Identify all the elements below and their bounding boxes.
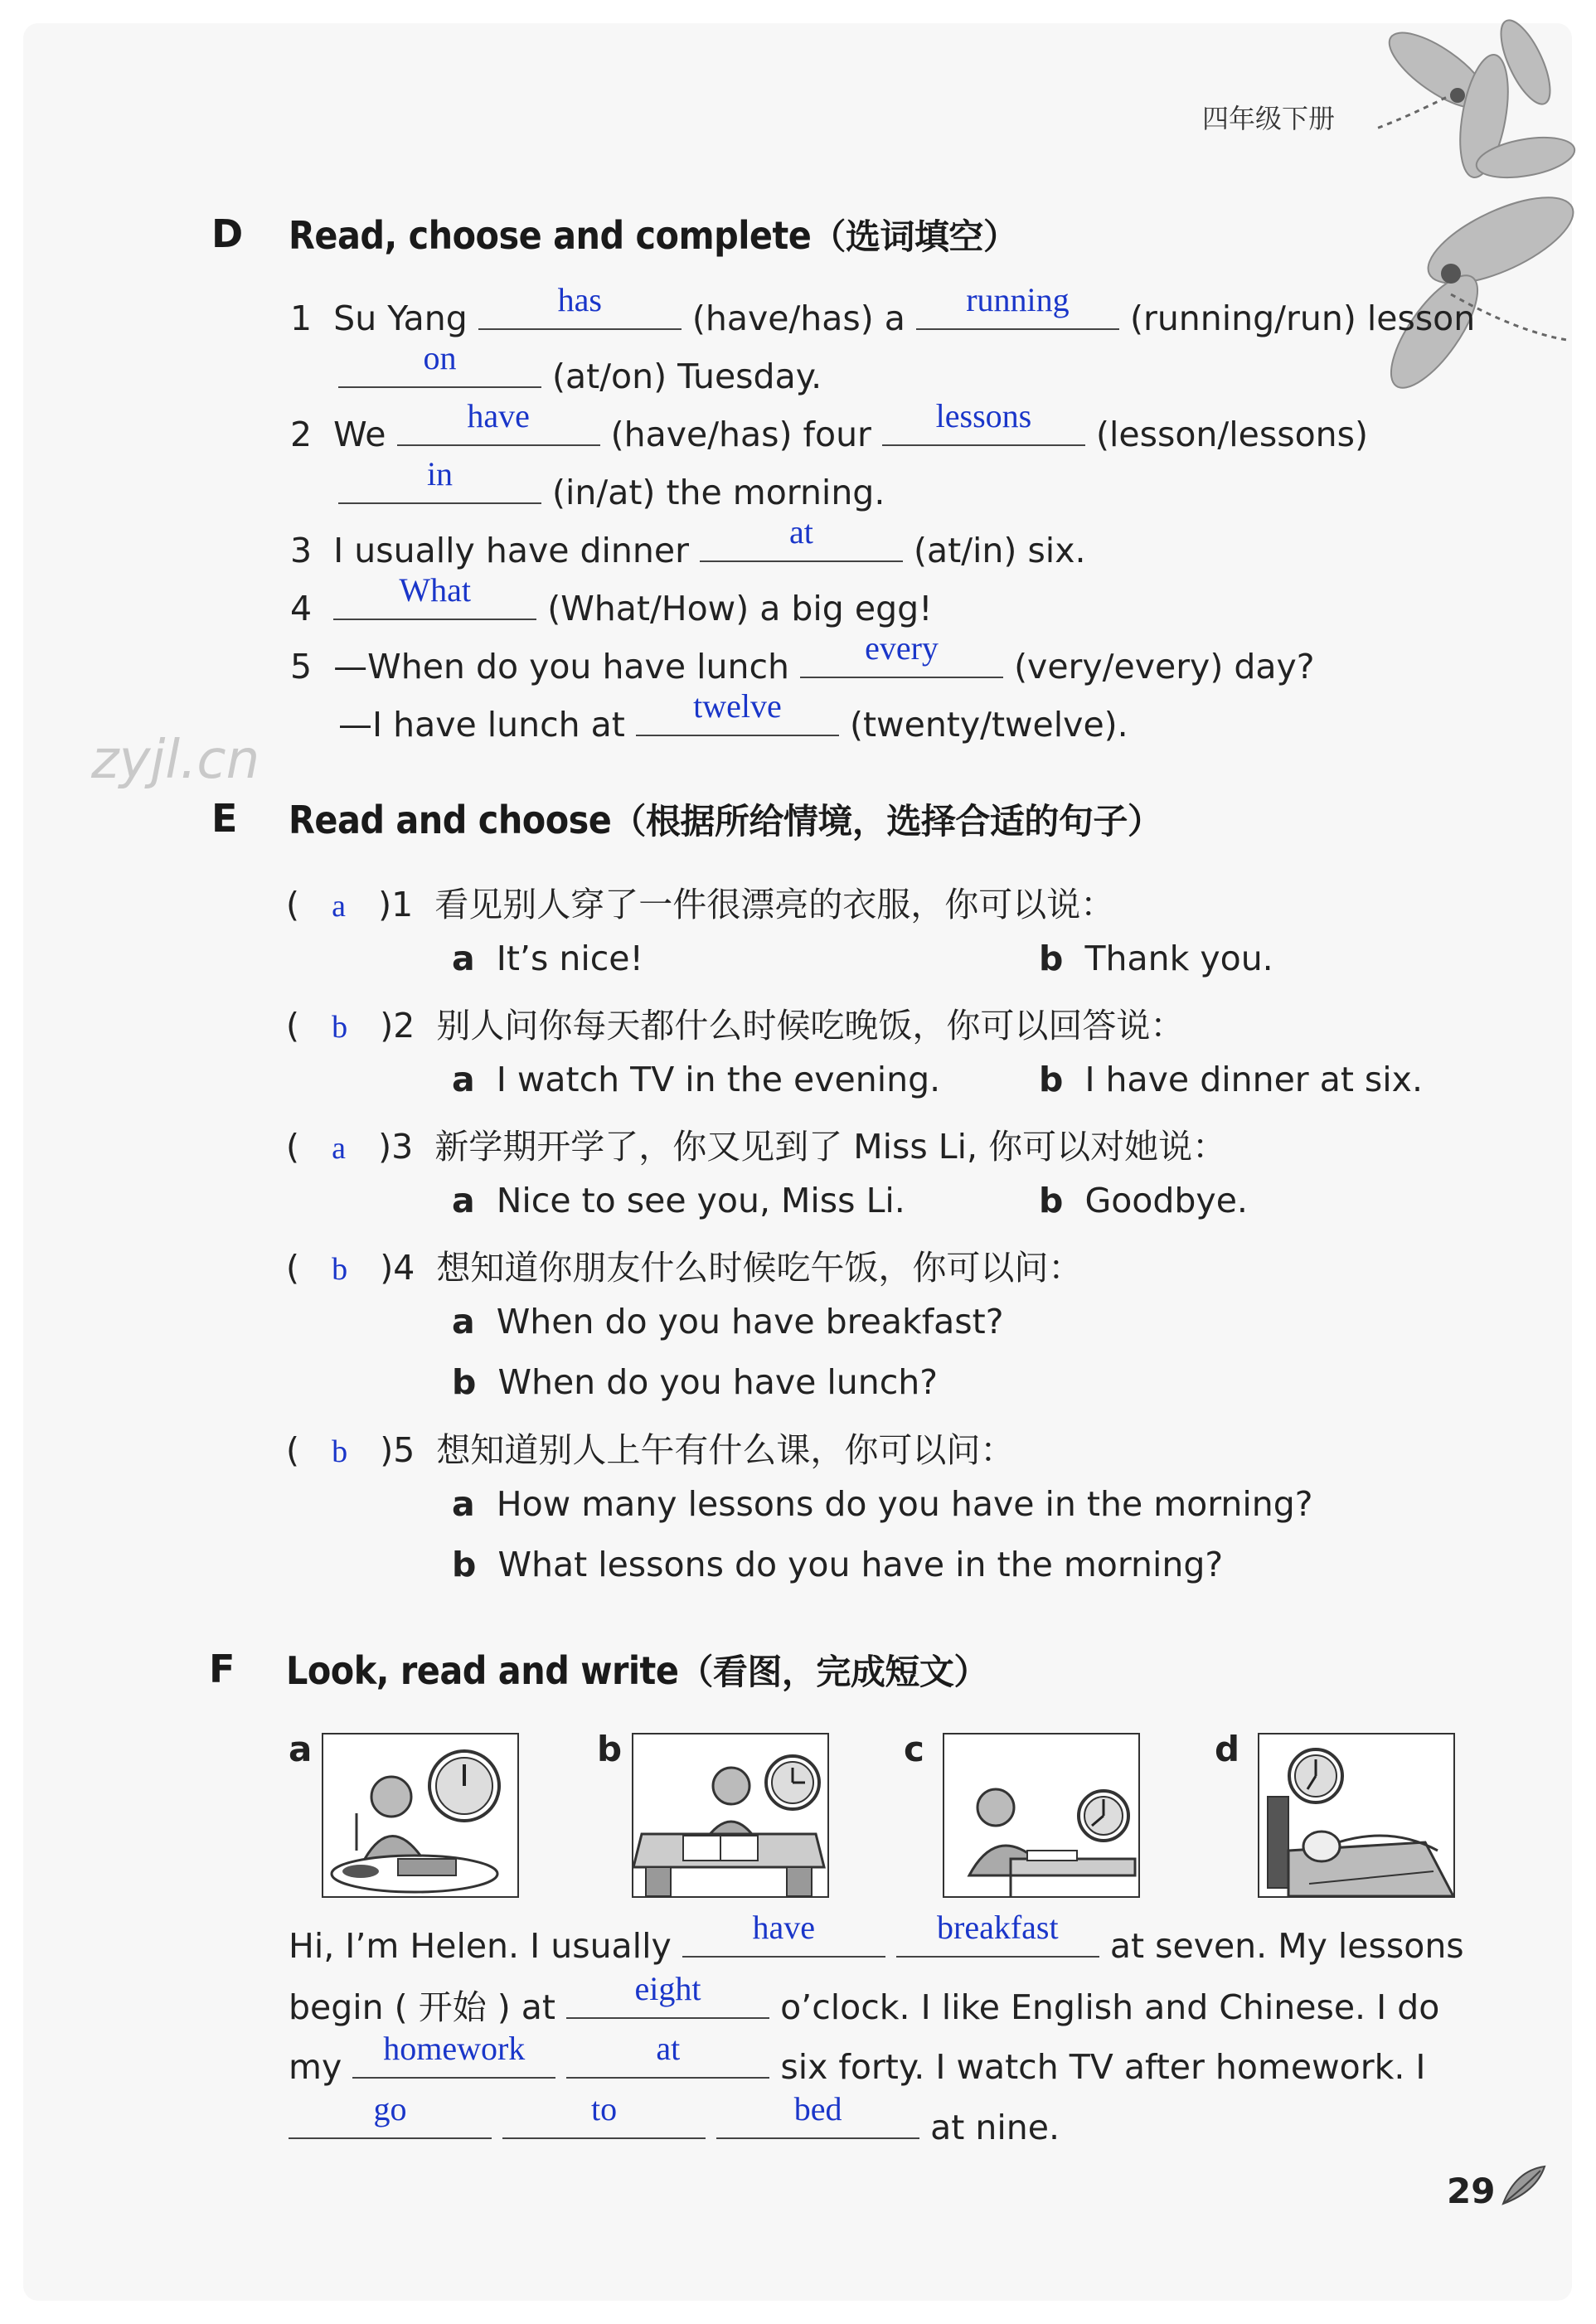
d-item-5-text-4: (twenty/twelve). [849, 705, 1128, 745]
d-item-1-num: 1 [290, 298, 313, 338]
d-item-4-text: (What/How) a big egg! [547, 589, 933, 628]
e-item-5-text: 想知道别人上午有什么课，你可以问： [436, 1430, 1015, 1470]
e-item-3-option-b [1039, 1181, 1248, 1220]
d-item-5-line2 [338, 687, 1128, 745]
f-answer-breakfast: breakfast [937, 1909, 1059, 1946]
bedtime-illustration [1259, 1735, 1453, 1896]
f-line2-text-2: o’clock. I like English and Chinese. I do [780, 1987, 1440, 2027]
f-passage-line-1 [289, 1909, 1464, 1966]
e-item-3-question: ( a )3 新学期开学了，你又见到了 Miss Li, 你可以对她说： [286, 1127, 1227, 1167]
d-item-3-answer: at [789, 513, 813, 551]
f-blank-breakfast[interactable] [896, 1909, 1099, 1958]
e-item-4-option-b-text: When do you have lunch? [497, 1362, 938, 1402]
leaf-icon [1499, 2162, 1549, 2212]
d-item-5-num: 5 [290, 647, 313, 687]
e-item-3-text: 新学期开学了，你又见到了 Miss Li, 你可以对她说： [434, 1127, 1227, 1167]
section-f-title-cn: （看图，完成短文） [678, 1652, 988, 1692]
e-item-1-option-b-text: Thank you. [1084, 939, 1273, 978]
option-letter-a: a [452, 1484, 475, 1524]
e-item-2-answer: b [332, 1010, 348, 1045]
section-f-letter: F [209, 1647, 235, 1691]
section-d-letter: D [211, 211, 244, 256]
option-letter-b: b [452, 1362, 477, 1402]
option-letter-b: b [1039, 1060, 1064, 1099]
e-item-3-option-a [452, 1181, 905, 1220]
d-item-4-num: 4 [290, 589, 313, 628]
e-item-5-num: 5 [393, 1430, 415, 1470]
section-f-title [286, 1645, 988, 1695]
e-item-5-option-a [452, 1484, 1313, 1524]
d-item-4 [290, 571, 933, 628]
section-e-title [289, 794, 1162, 844]
d-item-1-blank-1[interactable] [478, 281, 682, 330]
section-d-title [289, 210, 1017, 260]
e-item-4-option-b [452, 1362, 938, 1402]
d-item-4-answer: What [399, 571, 471, 609]
d-item-2-num: 2 [290, 415, 313, 454]
d-item-1-line1 [290, 281, 1476, 338]
e-item-2-num: 2 [393, 1006, 415, 1046]
f-blank-at[interactable] [566, 2030, 769, 2079]
e-item-2-option-b [1039, 1060, 1423, 1099]
d-item-2-text-2: (have/has) four [610, 415, 871, 454]
f-passage-line-4 [289, 2090, 1060, 2147]
d-item-3-text-2: (at/in) six. [914, 531, 1086, 570]
f-line4-text: at nine. [930, 2108, 1060, 2147]
d-item-2-line2 [338, 455, 885, 512]
f-answer-have: have [752, 1909, 816, 1946]
picture-b-label: b [597, 1729, 623, 1769]
e-item-5-option-a-text: How many lessons do you have in the morning? [496, 1484, 1313, 1524]
d-item-5-line1 [290, 629, 1315, 687]
d-item-1-answer-2: running [966, 281, 1070, 318]
f-blank-homework[interactable] [352, 2030, 555, 2079]
section-d-title-cn: （选词填空） [811, 216, 1018, 257]
d-item-3-num: 3 [290, 531, 313, 570]
grade-label: 四年级下册 [1202, 103, 1336, 134]
e-item-4-question: ( b )4 想知道你朋友什么时候吃午饭，你可以问： [286, 1248, 1083, 1288]
breakfast-illustration [323, 1735, 517, 1896]
homework-illustration [944, 1735, 1138, 1896]
dragonfly-decoration [1360, 17, 1584, 406]
e-item-3-answer: a [332, 1131, 346, 1166]
d-item-2-text-4: (in/at) the morning. [552, 473, 885, 512]
d-item-2-text-3: (lesson/lessons) [1096, 415, 1368, 454]
d-item-5-answer-1: every [865, 629, 939, 667]
e-item-2-question: ( b )2 别人问你每天都什么时候吃晚饭，你可以回答说： [286, 1006, 1185, 1046]
d-item-5-text: —When do you have lunch [333, 647, 789, 687]
option-letter-a: a [452, 939, 475, 978]
f-answer-go: go [373, 2090, 407, 2128]
picture-b-lessons [632, 1733, 829, 1898]
e-item-2-option-a-text: I watch TV in the evening. [496, 1060, 941, 1099]
f-line1-text-2: at seven. My lessons [1109, 1926, 1464, 1966]
e-item-1-option-b [1039, 939, 1273, 978]
section-e-title-cn: （根据所给情境，选择合适的句子） [611, 801, 1162, 842]
f-answer-eight: eight [634, 1970, 701, 2007]
d-item-5-text-3: —I have lunch at [338, 705, 625, 745]
page-number: 29 [1447, 2171, 1496, 2211]
f-blank-to[interactable] [502, 2090, 706, 2139]
e-item-3-option-b-text: Goodbye. [1084, 1181, 1248, 1220]
watermark: zyjl.cn [91, 730, 260, 791]
f-answer-at: at [656, 2030, 681, 2067]
f-blank-have[interactable] [682, 1909, 885, 1958]
e-item-1-num: 1 [391, 885, 414, 924]
d-item-2-answer-2: lessons [935, 397, 1032, 434]
e-item-2-option-a [452, 1060, 940, 1099]
d-item-1-line2 [338, 339, 822, 396]
d-item-3-blank[interactable] [700, 513, 903, 562]
d-item-1-answer-3: on [423, 339, 457, 376]
e-item-1-answer: a [332, 889, 346, 924]
d-item-1-text-4: (at/on) Tuesday. [552, 357, 822, 396]
e-item-4-text: 想知道你朋友什么时候吃午饭，你可以问： [436, 1248, 1083, 1288]
e-item-1-question: ( a )1 看见别人穿了一件很漂亮的衣服，你可以说： [286, 885, 1115, 924]
d-item-2-answer-1: have [467, 397, 530, 434]
e-item-1-option-a-text: It’s nice! [496, 939, 643, 978]
d-item-2-blank-3[interactable] [338, 455, 541, 504]
option-letter-a: a [452, 1302, 475, 1342]
option-letter-a: a [452, 1181, 475, 1220]
d-item-1-text-2: (have/has) a [691, 298, 905, 338]
e-item-3-option-a-text: Nice to see you, Miss Li. [496, 1181, 905, 1220]
picture-a-label: a [289, 1729, 313, 1769]
f-passage-line-3 [289, 2030, 1426, 2087]
e-item-1-text: 看见别人穿了一件很漂亮的衣服，你可以说： [434, 885, 1115, 924]
d-item-2-blank-1[interactable] [397, 397, 600, 446]
e-item-5-question: ( b )5 想知道别人上午有什么课，你可以问： [286, 1430, 1015, 1470]
f-answer-bed: bed [793, 2090, 842, 2128]
f-answer-homework: homework [383, 2030, 526, 2067]
f-passage-line-2 [289, 1970, 1440, 2029]
picture-c-label: c [904, 1729, 924, 1769]
section-f-title-en: Look, read and write [286, 1648, 679, 1693]
e-item-4-option-a [452, 1302, 1004, 1342]
f-answer-to: to [590, 2090, 618, 2128]
d-item-1-blank-2[interactable] [916, 281, 1119, 330]
d-item-5-text-2: (very/every) day? [1014, 647, 1315, 687]
f-line3-text-2: six forty. I watch TV after homework. I [780, 2047, 1426, 2087]
option-letter-a: a [452, 1060, 475, 1099]
d-item-1-blank-3[interactable] [338, 339, 541, 388]
section-d-title-en: Read, choose and complete [289, 213, 812, 258]
option-letter-b: b [1039, 1181, 1064, 1220]
d-item-2-line1 [290, 397, 1368, 454]
picture-a-breakfast [322, 1733, 519, 1898]
e-item-5-option-b [452, 1545, 1223, 1584]
option-letter-b: b [1039, 939, 1064, 978]
section-e-letter: E [211, 796, 238, 841]
f-blank-bed[interactable] [716, 2090, 919, 2139]
d-item-2-blank-2[interactable] [882, 397, 1085, 446]
d-item-1-answer-1: has [557, 281, 602, 318]
f-line2-text: begin ( 开始 ) at [289, 1987, 555, 2027]
e-item-4-option-a-text: When do you have breakfast? [496, 1302, 1004, 1342]
e-item-3-num: 3 [391, 1127, 414, 1167]
e-item-2-text: 别人问你每天都什么时候吃晚饭，你可以回答说： [436, 1006, 1185, 1046]
f-blank-go[interactable] [289, 2090, 492, 2139]
d-item-3-text: I usually have dinner [333, 531, 689, 570]
picture-c-homework [943, 1733, 1140, 1898]
section-e-title-en: Read and choose [289, 798, 612, 842]
f-blank-eight[interactable] [566, 1970, 769, 2019]
d-item-1-text-3: (running/run) lesson [1129, 298, 1476, 338]
lesson-illustration [633, 1735, 827, 1896]
d-item-2-text: We [333, 415, 386, 454]
picture-d-label: d [1215, 1729, 1240, 1769]
d-item-4-blank[interactable] [333, 571, 536, 620]
d-item-2-answer-3: in [426, 455, 454, 492]
picture-d-bed [1258, 1733, 1455, 1898]
e-item-2-option-b-text: I have dinner at six. [1084, 1060, 1423, 1099]
d-item-1-text: Su Yang [333, 298, 468, 338]
e-item-4-num: 4 [393, 1248, 415, 1288]
e-item-5-option-b-text: What lessons do you have in the morning? [497, 1545, 1224, 1584]
d-item-5-blank-2[interactable] [636, 687, 839, 736]
d-item-5-blank-1[interactable] [800, 629, 1003, 678]
d-item-3 [290, 513, 1086, 570]
e-item-4-answer: b [332, 1252, 348, 1287]
e-item-1-option-a [452, 939, 643, 978]
e-item-5-answer: b [332, 1434, 348, 1469]
option-letter-b: b [452, 1545, 477, 1584]
f-line3-text: my [289, 2047, 342, 2087]
d-item-5-answer-2: twelve [693, 687, 782, 725]
f-line1-text: Hi, I’m Helen. I usually [289, 1926, 672, 1966]
